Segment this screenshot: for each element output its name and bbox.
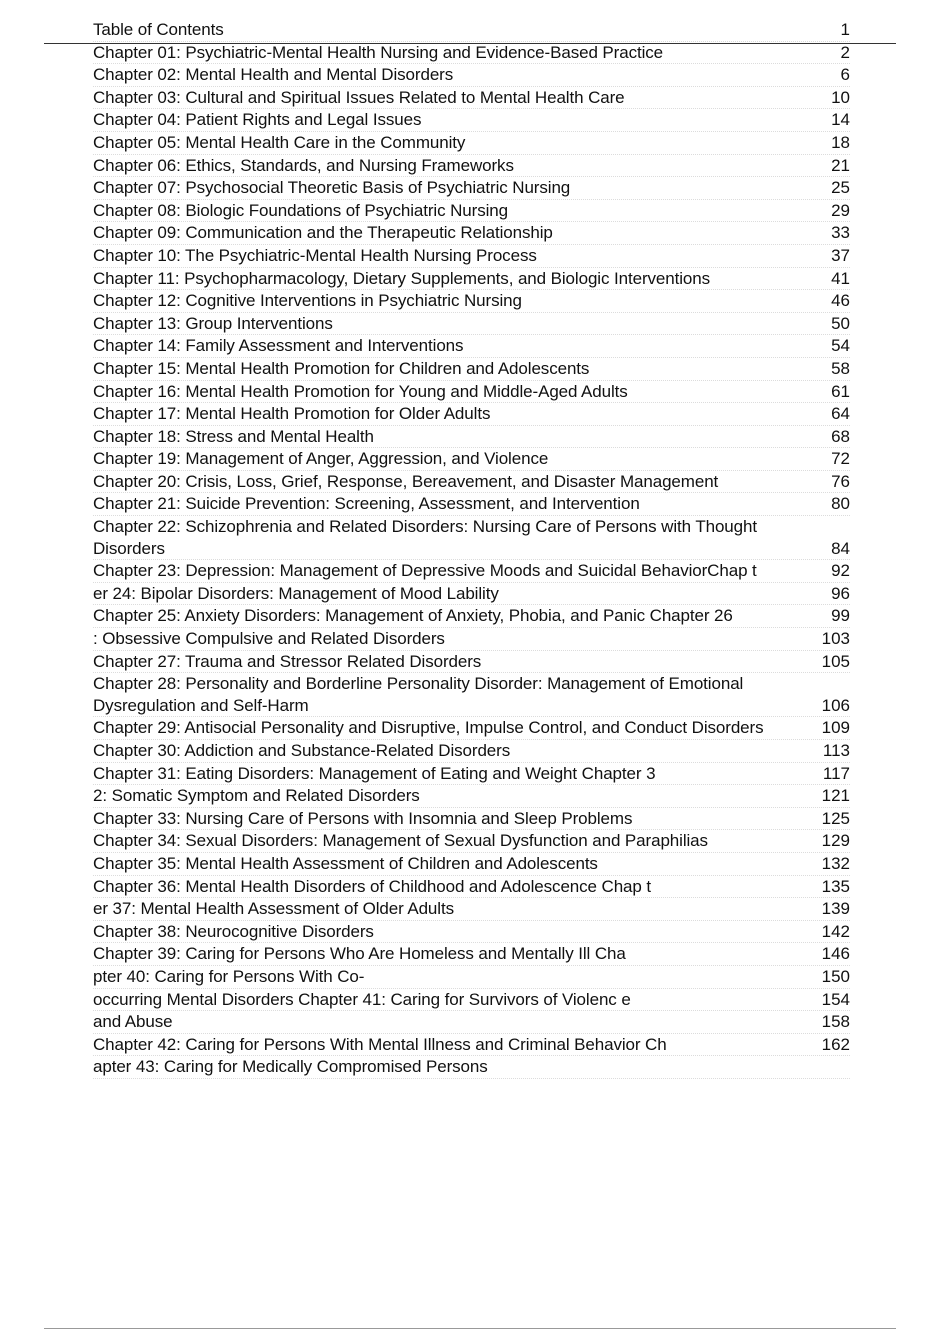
toc-entry-title: Chapter 23: Depression: Management of Depressive Moods and Suicidal BehaviorChap t (93, 561, 757, 581)
toc-entry-title: Chapter 05: Mental Health Care in the Community (93, 132, 466, 152)
toc-entry-page: 72 (831, 449, 850, 469)
toc-entry-title: Chapter 10: The Psychiatric-Mental Health Nursing Process (93, 245, 537, 265)
toc-entry-title: Chapter 14: Family Assessment and Interventions (93, 336, 464, 356)
toc-entry[interactable] (93, 898, 850, 921)
toc-entry-page: 37 (831, 245, 850, 265)
toc-entry[interactable] (93, 628, 850, 651)
toc-entry-title: Chapter 03: Cultural and Spiritual Issues Related to Mental Health Care (93, 87, 625, 107)
toc-entry-title: Chapter 25: Anxiety Disorders: Management of Anxiety, Phobia, and Panic Chapter 26 (93, 606, 733, 626)
toc-entry[interactable] (93, 471, 850, 494)
toc-entry-title: Chapter 30: Addiction and Substance-Related Disorders (93, 741, 511, 760)
toc-entry[interactable] (93, 583, 850, 606)
toc-entry-title: : Obsessive Compulsive and Related Disorders (93, 629, 445, 649)
toc-entry-title: Chapter 42: Caring for Persons With Mental Illness and Criminal Behavior Ch (93, 1034, 667, 1054)
toc-entry[interactable] (93, 42, 850, 65)
toc-entry-title: apter 43: Caring for Medically Compromised Persons (93, 1057, 488, 1077)
toc-heading-row (93, 19, 850, 42)
toc-entry-page: 68 (831, 426, 850, 446)
toc-entry-page: 54 (831, 336, 850, 356)
toc-entry[interactable] (93, 651, 850, 674)
toc-entry-title: Chapter 04: Patient Rights and Legal Issues (93, 110, 422, 130)
toc-entry-title: Chapter 36: Mental Health Disorders of Childhood and Adolescence Chap t (93, 876, 652, 896)
toc-entry-page: 58 (831, 358, 850, 378)
toc-entry-page: 103 (821, 629, 850, 649)
toc-entry-page: 105 (821, 651, 850, 671)
toc-entry-page: 84 (831, 538, 850, 558)
toc-entry-title: Chapter 20: Crisis, Loss, Grief, Response, Bereavement, and Disaster Management (93, 471, 719, 491)
toc-entry[interactable] (93, 177, 850, 200)
toc-entry-title: Chapter 29: Antisocial Personality and Disruptive, Impulse Control, and Conduct Disorders (93, 718, 764, 738)
toc-heading: Table of Contents (93, 20, 224, 39)
toc-entry-title: Chapter 12: Cognitive Interventions in Psychiatric Nursing (93, 291, 522, 311)
footer-rule (44, 1328, 896, 1329)
toc-entry[interactable] (93, 290, 850, 313)
toc-entry-page: 25 (831, 178, 850, 198)
toc-entry-title: and Abuse (93, 1012, 173, 1032)
toc-entry-title: Chapter 08: Biologic Foundations of Psychiatric Nursing (93, 200, 508, 220)
toc-entry-title: Chapter 28: Personality and Borderline Personality Disorder: Management of Emotional Dysregulation and Self-Harm (93, 674, 744, 715)
toc-entry-title: Chapter 16: Mental Health Promotion for Young and Middle-Aged Adults (93, 381, 628, 401)
toc-entry-page: 150 (821, 966, 850, 986)
toc-entry[interactable] (93, 64, 850, 87)
toc-entry-title: Chapter 35: Mental Health Assessment of Children and Adolescents (93, 853, 598, 873)
toc-entry-page: 132 (821, 853, 850, 873)
toc-entry[interactable] (93, 200, 850, 223)
toc-entry[interactable] (93, 876, 850, 899)
toc-entry-page: 2 (840, 42, 850, 62)
toc-entry-title: Chapter 09: Communication and the Therapeutic Relationship (93, 223, 553, 243)
toc-entry[interactable] (93, 1034, 850, 1057)
toc-entry-title: Chapter 34: Sexual Disorders: Management of Sexual Dysfunction and Paraphilias (93, 831, 708, 851)
toc-entry[interactable] (93, 785, 850, 808)
toc-entry-title: Chapter 06: Ethics, Standards, and Nursing Frameworks (93, 155, 514, 175)
toc-entry-title: Chapter 27: Trauma and Stressor Related Disorders (93, 651, 482, 671)
toc-entry[interactable] (93, 132, 850, 155)
toc-entry[interactable] (93, 222, 850, 245)
toc-entry[interactable] (93, 109, 850, 132)
toc-entry-title: occurring Mental Disorders Chapter 41: Caring for Survivors of Violenc e (93, 989, 631, 1009)
toc-entry-title: Chapter 18: Stress and Mental Health (93, 426, 374, 446)
toc-entry-title: Chapter 33: Nursing Care of Persons with Insomnia and Sleep Problems (93, 808, 633, 828)
toc-entry-page: 117 (822, 763, 850, 783)
table-of-contents (93, 19, 850, 1079)
toc-entry-page: 106 (821, 695, 850, 715)
toc-entry[interactable] (93, 245, 850, 268)
toc-entry[interactable] (93, 268, 850, 291)
toc-entry[interactable] (93, 493, 850, 516)
toc-entry-title: er 24: Bipolar Disorders: Management of Mood Lability (93, 583, 499, 603)
toc-entry[interactable] (93, 830, 850, 853)
toc-entry-title: Chapter 39: Caring for Persons Who Are Homeless and Mentally Ill Cha (93, 944, 626, 964)
toc-entry-title: Chapter 21: Suicide Prevention: Screening, Assessment, and Intervention (93, 494, 640, 514)
toc-entry-page: 96 (831, 583, 850, 603)
toc-entry[interactable] (93, 921, 850, 944)
toc-entry[interactable] (93, 87, 850, 110)
toc-entry[interactable] (93, 763, 850, 786)
toc-entry-page: 29 (831, 200, 850, 220)
toc-entry-page: 64 (831, 404, 850, 424)
toc-entry-title: Chapter 38: Neurocognitive Disorders (93, 921, 374, 941)
toc-entry-title: Chapter 07: Psychosocial Theoretic Basis of Psychiatric Nursing (93, 178, 571, 198)
toc-entry-page: 139 (821, 899, 850, 919)
toc-entry[interactable] (93, 989, 850, 1012)
toc-entry-page: 41 (831, 268, 850, 288)
toc-entry-title: Chapter 22: Schizophrenia and Related Disorders: Nursing Care of Persons with Thought Disorders (93, 517, 757, 558)
toc-entry[interactable] (93, 673, 850, 717)
toc-entry-title: Chapter 31: Eating Disorders: Management of Eating and Weight Chapter 3 (93, 763, 656, 783)
toc-entry-page: 21 (831, 155, 850, 175)
toc-entry-page: 18 (831, 132, 850, 152)
toc-entry[interactable] (93, 560, 850, 583)
toc-entry-page: 46 (831, 291, 850, 311)
toc-entry-page: 80 (831, 494, 850, 514)
toc-entry-page: 76 (831, 471, 850, 491)
toc-entry-title: Chapter 15: Mental Health Promotion for Children and Adolescents (93, 358, 590, 378)
toc-entry-page: 129 (821, 831, 850, 851)
toc-heading-page: 1 (840, 20, 850, 39)
toc-entry-page: 99 (831, 606, 850, 626)
toc-entry-page: 121 (821, 786, 850, 806)
toc-entry-page: 61 (831, 381, 850, 401)
toc-entry-page: 113 (822, 741, 850, 760)
toc-entry-title: er 37: Mental Health Assessment of Older Adults (93, 899, 454, 919)
toc-entry-page: 6 (840, 65, 850, 85)
toc-entry[interactable] (93, 381, 850, 404)
toc-entry[interactable] (93, 966, 850, 989)
toc-entry[interactable] (93, 943, 850, 966)
toc-entry-page: 162 (821, 1034, 850, 1054)
toc-entry[interactable] (93, 155, 850, 178)
toc-entry-title: pter 40: Caring for Persons With Co- (93, 966, 365, 986)
toc-entry-page: 154 (821, 989, 850, 1009)
toc-entry-page: 146 (821, 944, 850, 964)
toc-entry-page: 14 (831, 110, 850, 130)
toc-entry[interactable] (93, 426, 850, 449)
toc-entry-page: 125 (821, 808, 850, 828)
toc-entry-title: Chapter 11: Psychopharmacology, Dietary Supplements, and Biologic Interventions (93, 268, 711, 288)
toc-entry[interactable] (93, 313, 850, 336)
toc-entry[interactable] (93, 516, 850, 560)
toc-entry[interactable] (93, 1056, 850, 1079)
toc-entry-page: 158 (821, 1012, 850, 1032)
toc-entry[interactable] (93, 605, 850, 628)
toc-entry[interactable] (93, 740, 850, 763)
toc-entry-page: 92 (831, 561, 850, 581)
toc-entry-page: 142 (821, 921, 850, 941)
toc-entry-page: 10 (831, 87, 850, 107)
toc-entry-page: 109 (821, 718, 850, 738)
toc-entry[interactable] (93, 1011, 850, 1034)
toc-entry[interactable] (93, 403, 850, 426)
toc-entry-title: 2: Somatic Symptom and Related Disorders (93, 786, 420, 806)
toc-entry-page: 135 (821, 876, 850, 896)
toc-entry-title: Chapter 13: Group Interventions (93, 313, 333, 333)
toc-entry-list (93, 42, 850, 1079)
toc-entry[interactable] (93, 808, 850, 831)
toc-entry-title: Chapter 19: Management of Anger, Aggression, and Violence (93, 449, 549, 469)
toc-entry-page: 50 (831, 313, 850, 333)
toc-entry-title: Chapter 01: Psychiatric-Mental Health Nursing and Evidence-Based Practice (93, 42, 664, 62)
toc-entry[interactable] (93, 335, 850, 358)
toc-entry[interactable] (93, 448, 850, 471)
toc-entry[interactable] (93, 717, 850, 740)
toc-entry-title: Chapter 17: Mental Health Promotion for Older Adults (93, 404, 491, 424)
toc-entry-page: 33 (831, 223, 850, 243)
toc-entry[interactable] (93, 853, 850, 876)
toc-entry[interactable] (93, 358, 850, 381)
toc-entry-title: Chapter 02: Mental Health and Mental Disorders (93, 65, 454, 85)
